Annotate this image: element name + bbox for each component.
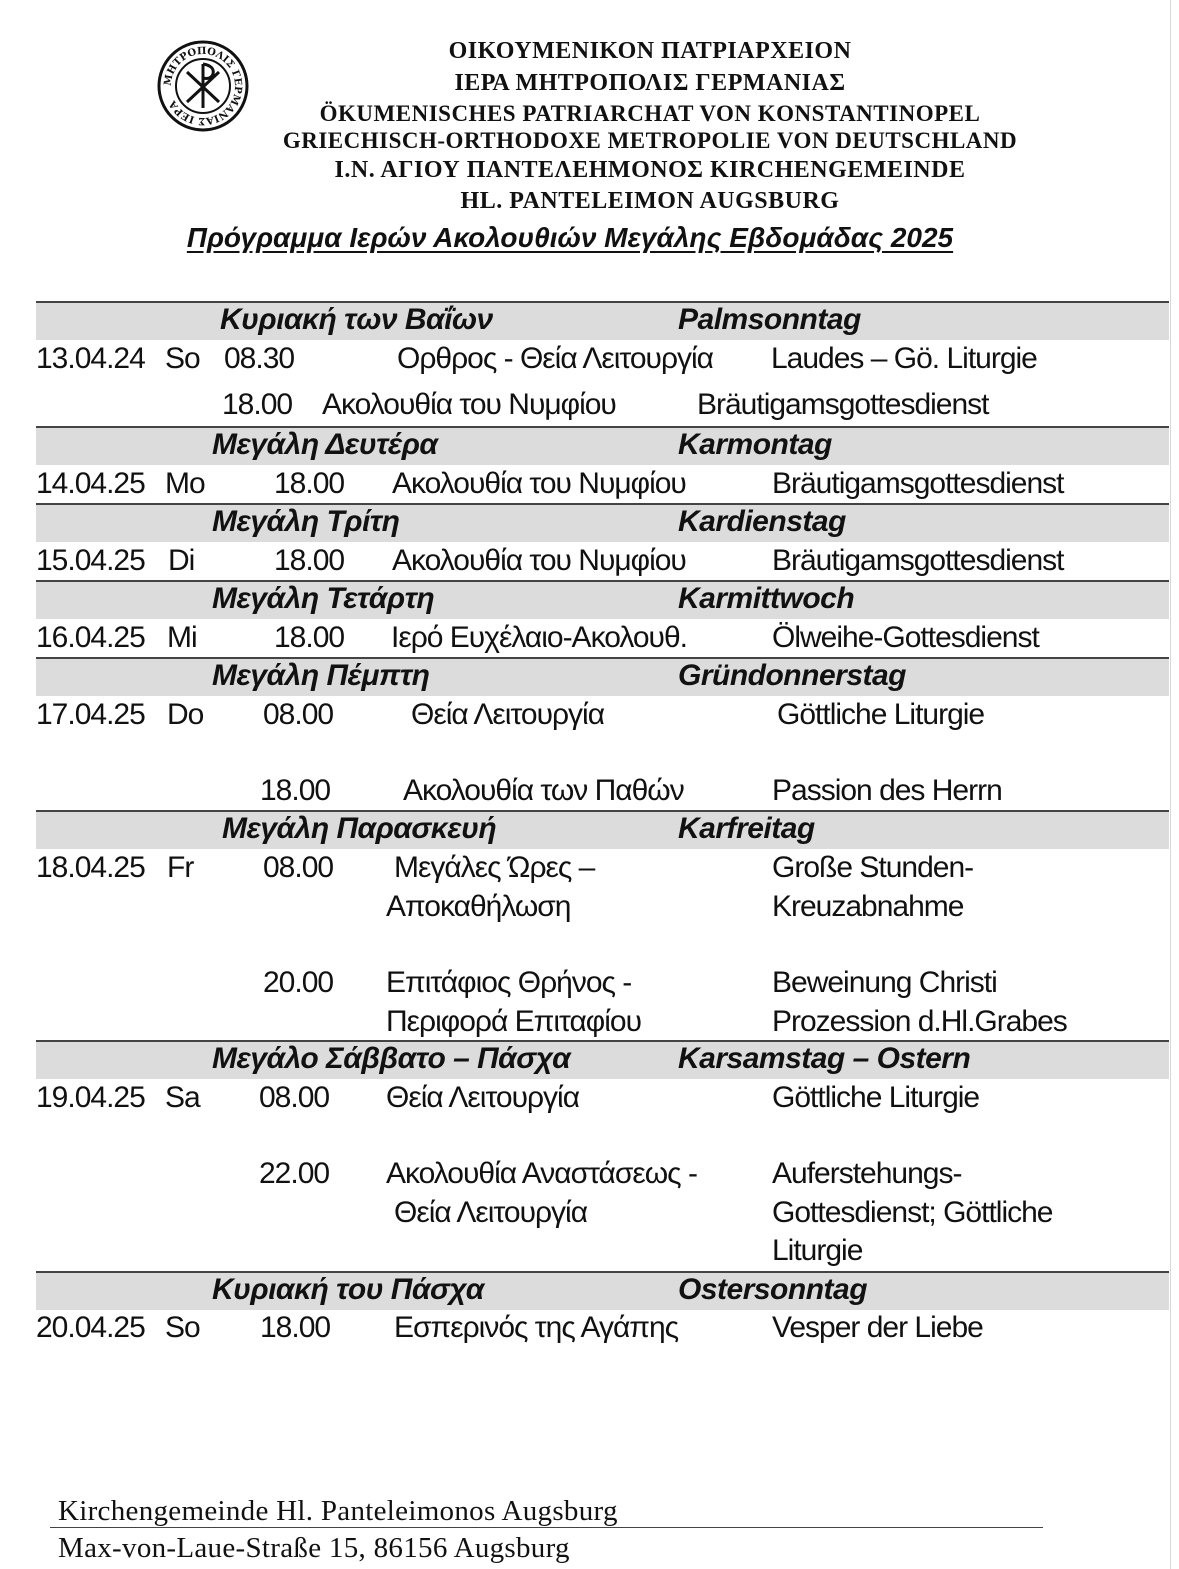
- day-name-greek: Μεγάλη Πέμπτη: [212, 659, 430, 692]
- service-german: Bräutigamsgottesdienst: [697, 388, 989, 421]
- day-header-band: [36, 428, 1169, 465]
- day-name-german: Palmsonntag: [678, 303, 861, 336]
- service-weekday: Mi: [167, 621, 197, 654]
- day-name-greek: Κυριακή του Πάσχα: [212, 1273, 484, 1306]
- header-line-2: ΙΕΡΑ ΜΗΤΡΟΠΟΛΙΣ ΓΕΡΜΑΝΙΑΣ: [454, 70, 846, 96]
- service-time: 18.00: [274, 544, 345, 577]
- service-german: Passion des Herrn: [772, 774, 1002, 807]
- day-name-german: Karmittwoch: [678, 582, 855, 615]
- service-time: 18.00: [274, 467, 345, 500]
- service-time: 18.00: [222, 388, 293, 421]
- service-time: 18.00: [274, 621, 345, 654]
- service-german: Gottesdienst; Göttliche: [772, 1196, 1053, 1229]
- header-line-6: HL. PANTELEIMON AUGSBURG: [460, 188, 840, 214]
- day-header-band: [36, 659, 1169, 696]
- service-time: 18.00: [260, 1311, 331, 1344]
- header-line-3: ÖKUMENISCHES PATRIARCHAT VON KONSTANTINOPEL: [319, 101, 981, 126]
- service-german: Göttliche Liturgie: [772, 1081, 980, 1114]
- header-line-4: GRIECHISCH-ORTHODOXE METROPOLIE VON DEUTSCHLAND: [282, 128, 1018, 153]
- service-date: 17.04.25: [36, 698, 145, 731]
- service-weekday: Di: [168, 544, 195, 577]
- day-header-band: [36, 1042, 1169, 1079]
- service-time: 08.00: [259, 1081, 330, 1114]
- header-line-5: Ι.Ν. ΑΓΙΟΥ ΠΑΝΤΕΛΕΗΜΟΝΟΣ KIRCHENGEMEINDE: [334, 157, 966, 183]
- service-date: 13.04.24: [36, 342, 145, 375]
- day-name-greek: Μεγάλη Τετάρτη: [212, 582, 435, 615]
- service-greek: Ακολουθία του Νυμφίου: [392, 467, 686, 500]
- service-german: Kreuzabnahme: [772, 890, 964, 923]
- day-name-greek: Μεγάλη Δευτέρα: [212, 428, 438, 461]
- service-greek: Περιφορά Επιταφίου: [386, 1005, 642, 1038]
- service-weekday: Mo: [165, 467, 205, 500]
- service-greek: Αποκαθήλωση: [386, 890, 571, 923]
- service-time: 20.00: [263, 966, 334, 999]
- metropolis-seal-logo: [153, 40, 253, 132]
- service-weekday: So: [165, 1311, 200, 1344]
- service-greek: Επιτάφιος Θρήνος -: [386, 966, 632, 999]
- service-greek: Θεία Λειτουργία: [386, 1081, 580, 1114]
- service-time: 08.00: [263, 698, 334, 731]
- service-greek: Ορθρος - Θεία Λειτουργία: [397, 342, 714, 375]
- service-greek: Εσπερινός της Αγάπης: [394, 1311, 679, 1344]
- service-greek: Ακολουθία του Νυμφίου: [322, 388, 616, 421]
- service-date: 19.04.25: [36, 1081, 145, 1114]
- service-weekday: So: [165, 342, 200, 375]
- service-german: Laudes – Gö. Liturgie: [771, 342, 1037, 375]
- footer-parish-name: Kirchengemeinde Hl. Panteleimonos Augsburg: [58, 1495, 618, 1527]
- service-time: 08.00: [263, 851, 334, 884]
- day-name-greek: Κυριακή των Βαΐων: [220, 303, 493, 336]
- service-date: 18.04.25: [36, 851, 145, 884]
- day-header-band: [36, 303, 1169, 340]
- service-german: Liturgie: [772, 1234, 863, 1267]
- day-header-band: [36, 582, 1169, 619]
- service-german: Göttliche Liturgie: [777, 698, 985, 731]
- day-header-band: [36, 1273, 1169, 1310]
- service-german: Beweinung Christi: [772, 966, 997, 999]
- day-name-german: Karfreitag: [678, 812, 815, 845]
- service-german: Bräutigamsgottesdienst: [772, 467, 1064, 500]
- service-greek: Μεγάλες Ώρες –: [394, 851, 595, 884]
- day-name-german: Gründonnerstag: [678, 659, 907, 692]
- service-time: 08.30: [224, 342, 295, 375]
- service-greek: Ιερό Ευχέλαιο-Ακολουθ.: [391, 621, 687, 654]
- day-name-german: Karmontag: [678, 428, 832, 461]
- footer-divider: [50, 1527, 1043, 1528]
- service-german: Prozession d.Hl.Grabes: [772, 1005, 1067, 1038]
- service-weekday: Sa: [165, 1081, 200, 1114]
- service-greek: Θεία Λειτουργία: [394, 1196, 588, 1229]
- service-time: 22.00: [259, 1157, 330, 1190]
- service-date: 14.04.25: [36, 467, 145, 500]
- service-greek: Ακολουθία Αναστάσεως -: [386, 1157, 697, 1190]
- service-weekday: Fr: [167, 851, 194, 884]
- svg-text:ΜΗΤΡΟΠΟΛΙΣ ΓΕΡΜΑΝΙΑΣ ΙΕΡΑ: ΜΗΤΡΟΠΟΛΙΣ ΓΕΡΜΑΝΙΑΣ ΙΕΡΑ: [162, 45, 244, 127]
- service-greek: Ακολουθία του Νυμφίου: [392, 544, 686, 577]
- footer-address: Max-von-Laue-Straße 15, 86156 Augsburg: [58, 1532, 570, 1564]
- service-german: Ölweihe-Gottesdienst: [772, 621, 1039, 654]
- service-german: Große Stunden-: [772, 851, 974, 884]
- service-german: Auferstehungs-: [772, 1157, 962, 1190]
- day-name-german: Ostersonntag: [678, 1273, 868, 1306]
- service-german: Bräutigamsgottesdienst: [772, 544, 1064, 577]
- service-time: 18.00: [260, 774, 331, 807]
- day-name-german: Kardienstag: [678, 505, 846, 538]
- service-german: Vesper der Liebe: [772, 1311, 983, 1344]
- day-name-greek: Μεγάλο Σάββατο – Πάσχα: [212, 1042, 571, 1075]
- page-title: Πρόγραμμα Ιερών Ακολουθιών Μεγάλης Εβδομάδας 2025: [186, 222, 954, 253]
- header-line-1: ΟΙΚΟΥΜΕΝΙΚΟΝ ΠΑΤΡΙΑΡΧΕΙΟΝ: [448, 38, 852, 64]
- page-edge: [1170, 0, 1171, 1569]
- service-date: 15.04.25: [36, 544, 145, 577]
- day-name-german: Karsamstag – Ostern: [678, 1042, 971, 1075]
- service-weekday: Do: [167, 698, 204, 731]
- day-header-band: [36, 812, 1169, 849]
- service-date: 20.04.25: [36, 1311, 145, 1344]
- day-name-greek: Μεγάλη Παρασκευή: [222, 812, 497, 845]
- day-name-greek: Μεγάλη Τρίτη: [212, 505, 400, 538]
- service-date: 16.04.25: [36, 621, 145, 654]
- service-greek: Θεία Λειτουργία: [411, 698, 605, 731]
- day-header-band: [36, 505, 1169, 542]
- service-greek: Ακολουθία των Παθών: [403, 774, 684, 807]
